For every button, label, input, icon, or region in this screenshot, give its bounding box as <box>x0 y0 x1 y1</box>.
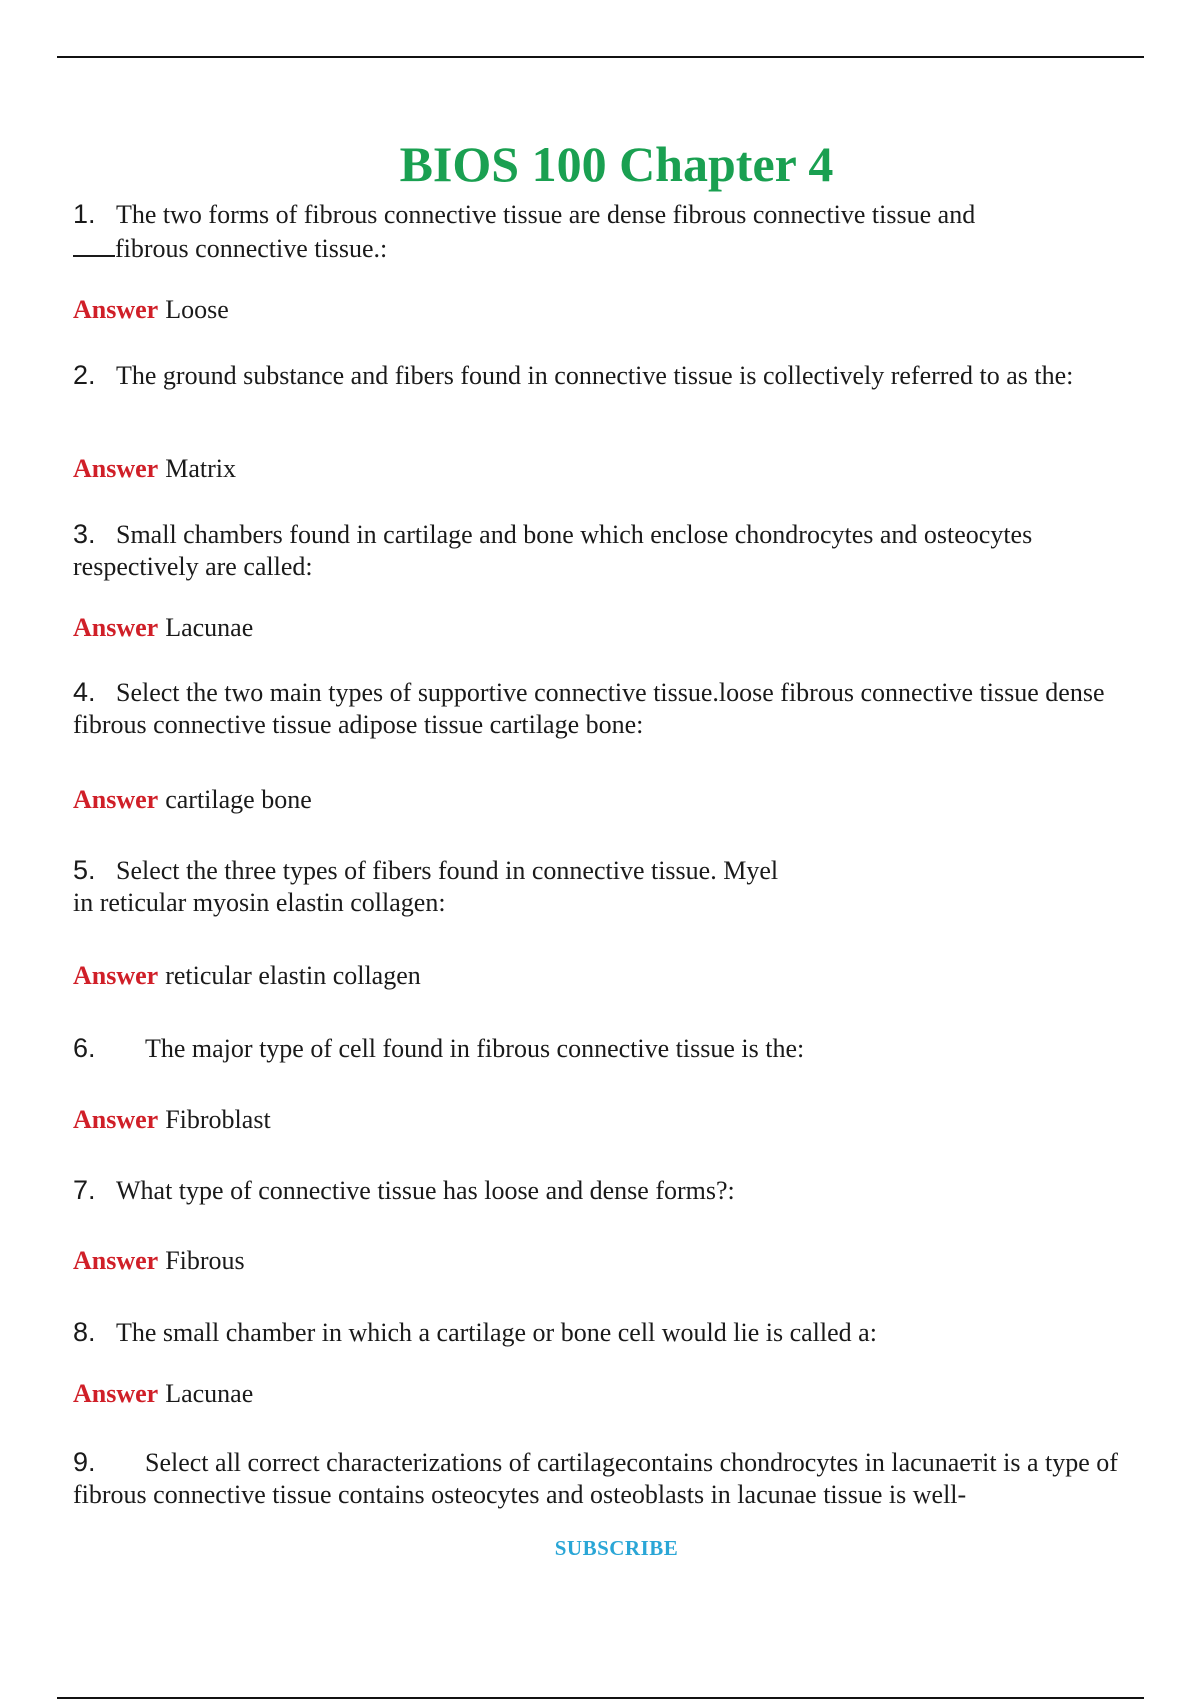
question-text: 2. The ground substance and fibers found in connective tissue is collectively referred to as the: <box>73 360 1074 390</box>
answer-label: Answer <box>73 1246 159 1275</box>
answer-text: cartilage bone <box>165 785 312 814</box>
answer-text: reticular elastin collagen <box>165 961 421 990</box>
answer-text: Lacunae <box>165 613 254 642</box>
subscribe-link[interactable]: SUBSCRIBE <box>554 1536 679 1560</box>
question-number: 8. <box>73 1317 96 1347</box>
question-5 <box>73 854 1133 919</box>
question-1 <box>73 198 1133 265</box>
answer-text: Fibroblast <box>165 1105 271 1134</box>
question-text: 5. Select the three types of fibers found in connective tissue. Myel in reticular myosin elastin collagen: <box>73 855 779 917</box>
question-text: 8. The small chamber in which a cartilage or bone cell would lie is called a: <box>73 1317 877 1347</box>
answer-1 <box>73 294 1133 326</box>
answer-6 <box>73 1104 1133 1136</box>
question-number: 7. <box>73 1175 96 1205</box>
question-number: 5. <box>73 855 96 885</box>
question-4 <box>73 676 1133 741</box>
answer-label: Answer <box>73 613 159 642</box>
answer-4 <box>73 784 1133 816</box>
question-9 <box>73 1446 1133 1511</box>
answer-2 <box>73 453 1133 485</box>
question-7 <box>73 1174 1133 1207</box>
question-number: 9. <box>73 1447 96 1477</box>
answer-5 <box>73 960 1133 992</box>
question-2 <box>73 359 1133 392</box>
answer-label: Answer <box>73 785 159 814</box>
answer-label: Answer <box>73 1105 159 1134</box>
answer-label: Answer <box>73 961 159 990</box>
answer-label: Answer <box>73 295 159 324</box>
answer-blank <box>73 231 115 257</box>
answer-label: Answer <box>73 1379 159 1408</box>
question-8 <box>73 1316 1133 1349</box>
question-text: 3. Small chambers found in cartilage and bone which enclose chondrocytes and osteocytes respectively are called: <box>73 519 1033 581</box>
question-number: 3. <box>73 519 96 549</box>
answer-8 <box>73 1378 1133 1410</box>
answer-3 <box>73 612 1133 644</box>
question-text: 9. Select all correct characterizations of cartilagecontains chondrocytes in lacunaeтit is a type of fibrous connective tissue contains osteocytes and osteoblasts in lacunae tissue is well- <box>73 1447 1118 1509</box>
question-number: 4. <box>73 677 96 707</box>
answer-text: Matrix <box>165 454 236 483</box>
question-text: 6. The major type of cell found in fibrous connective tissue is the: <box>73 1033 805 1063</box>
answer-text: Loose <box>165 295 229 324</box>
answer-text: Fibrous <box>165 1246 245 1275</box>
answer-label: Answer <box>73 454 159 483</box>
top-rule <box>57 56 1144 58</box>
question-text: 4. Select the two main types of supportive connective tissue.loose fibrous connective tissue dense fibrous connective tissue adipose tissue cartilage bone: <box>73 677 1105 739</box>
question-6 <box>73 1032 1133 1065</box>
question-text: 1. The two forms of fibrous connective tissue are dense fibrous connective tissue and fibrous connective tissue.: <box>73 199 976 263</box>
question-number: 2. <box>73 360 96 390</box>
question-3 <box>73 518 1133 583</box>
page-title: BIOS 100 Chapter 4 <box>399 136 834 192</box>
answer-7 <box>73 1245 1133 1277</box>
bottom-rule <box>57 1697 1144 1699</box>
question-number: 6. <box>73 1033 96 1063</box>
question-text: 7. What type of connective tissue has loose and dense forms?: <box>73 1175 735 1205</box>
question-number: 1. <box>73 199 96 229</box>
answer-text: Lacunae <box>165 1379 254 1408</box>
